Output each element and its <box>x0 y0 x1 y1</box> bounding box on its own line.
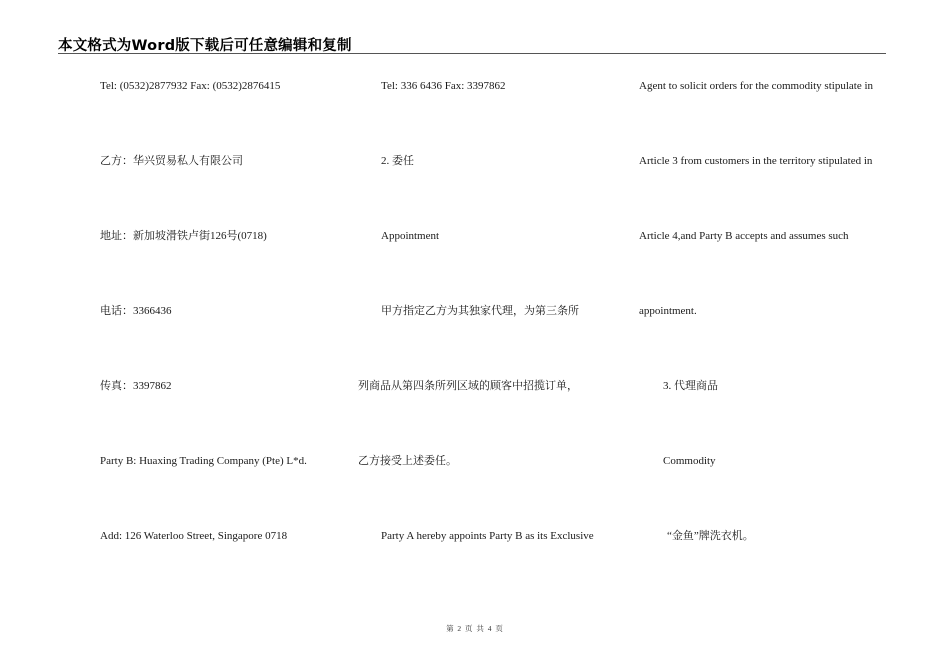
document-header-title: 本文格式为Word版下载后可任意编辑和复制 <box>58 38 352 54</box>
page-number-footer: 第 2 页 共 4 页 <box>446 624 504 633</box>
party-b-phone-cn: 电话：3366436 <box>100 305 172 317</box>
header-divider <box>58 53 886 54</box>
party-b-address-en: Add: 126 Waterloo Street, Singapore 0718 <box>100 530 288 542</box>
commodity-name-cn: “金鱼”牌洗衣机。 <box>667 530 754 542</box>
section-2-heading-cn: 2. 委任 <box>381 155 414 167</box>
appointment-text-en-line5: appointment. <box>639 305 697 317</box>
appointment-text-cn-line1: 甲方指定乙方为其独家代理，为第三条所 <box>381 305 579 317</box>
appointment-text-en-line1: Party A hereby appoints Party B as its Exclusive <box>381 530 594 542</box>
appointment-text-cn-line3: 乙方接受上述委任。 <box>358 455 457 467</box>
section-2-heading-en: Appointment <box>381 230 440 242</box>
party-a-tel-fax: Tel: (0532)2877932 Fax: (0532)2876415 <box>100 80 281 92</box>
party-b-name-en: Party B: Huaxing Trading Company (Pte) L*d. <box>100 455 307 467</box>
appointment-text-en-line2: Agent to solicit orders for the commodity stipulate in <box>639 80 874 92</box>
party-b-address-cn: 地址：新加坡滑铁卢街126号(0718) <box>100 230 267 242</box>
appointment-text-en-line3: Article 3 from customers in the territory stipulated in <box>639 155 873 167</box>
section-3-heading-cn: 3. 代理商品 <box>663 380 718 392</box>
section-3-heading-en: Commodity <box>663 455 716 467</box>
appointment-text-cn-line2: 列商品从第四条所列区域的顾客中招揽订单， <box>358 380 578 392</box>
appointment-text-en-line4: Article 4,and Party B accepts and assumes such <box>639 230 849 242</box>
party-b-name-cn: 乙方：华兴贸易私人有限公司 <box>100 155 243 167</box>
party-b-fax-cn: 传真：3397862 <box>100 380 172 392</box>
party-b-tel-fax-en: Tel: 336 6436 Fax: 3397862 <box>381 80 506 92</box>
